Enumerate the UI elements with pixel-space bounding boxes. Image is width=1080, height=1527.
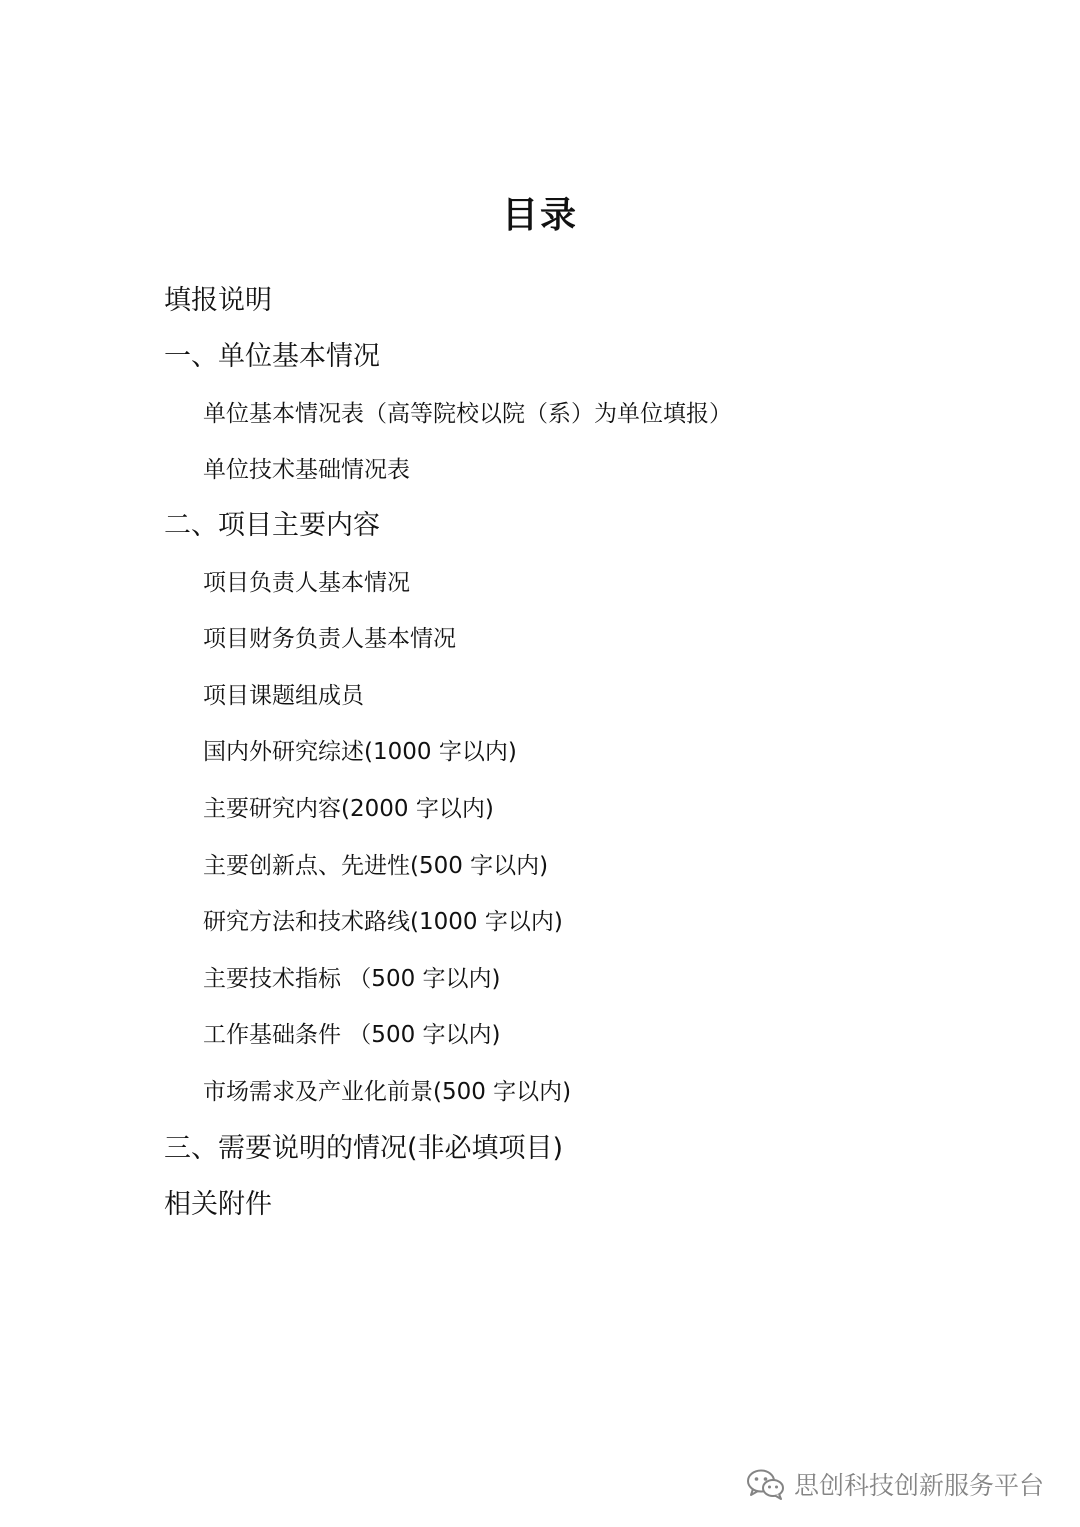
watermark xyxy=(746,1466,1044,1502)
toc-item: 研究方法和技术路线(1000 字以内) xyxy=(203,909,563,935)
toc-item: 主要研究内容(2000 字以内) xyxy=(203,796,494,822)
wechat-icon xyxy=(746,1468,786,1500)
toc-item: 三、需要说明的情况(非必填项目) xyxy=(164,1133,564,1164)
toc-item: 填报说明 xyxy=(164,285,272,316)
toc-item: 项目财务负责人基本情况 xyxy=(203,626,456,652)
toc-item: 一、单位基本情况 xyxy=(164,341,380,372)
toc-item: 工作基础条件 （500 字以内) xyxy=(203,1022,501,1048)
toc-item: 项目课题组成员 xyxy=(203,683,364,709)
toc-item: 主要创新点、先进性(500 字以内) xyxy=(203,853,549,879)
toc-item: 市场需求及产业化前景(500 字以内) xyxy=(203,1079,572,1105)
toc-item: 二、项目主要内容 xyxy=(164,510,380,541)
toc-item: 国内外研究综述(1000 字以内) xyxy=(203,739,517,765)
toc-item: 单位技术基础情况表 xyxy=(203,457,410,483)
watermark-text: 思创科技创新服务平台 xyxy=(793,1471,1044,1500)
toc-item: 主要技术指标 （500 字以内) xyxy=(203,966,501,992)
toc-item: 单位基本情况表（高等院校以院（系）为单位填报） xyxy=(203,401,732,427)
toc-item: 相关附件 xyxy=(164,1189,272,1220)
toc-item: 项目负责人基本情况 xyxy=(203,570,410,596)
page-title: 目录 xyxy=(501,195,578,236)
